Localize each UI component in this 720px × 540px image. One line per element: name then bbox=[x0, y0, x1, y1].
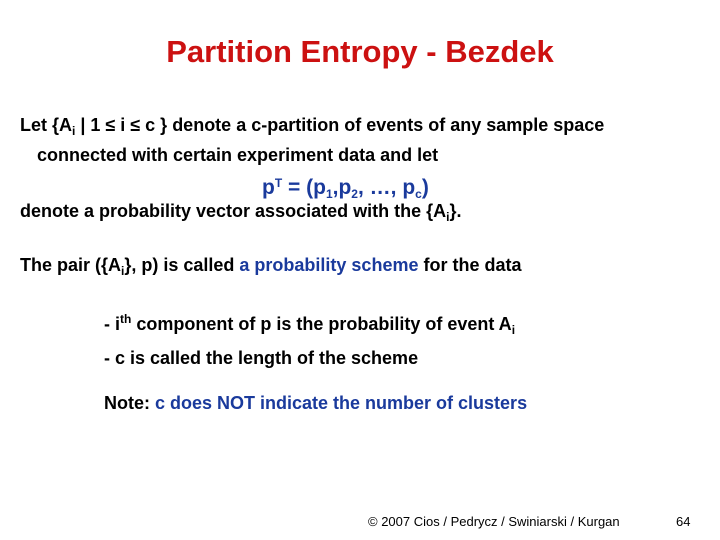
slide-title: Partition Entropy - Bezdek bbox=[166, 34, 554, 69]
bullet-item-length: - c is called the length of the scheme bbox=[104, 348, 419, 368]
paragraph-probability-scheme: The pair ($\{A_i\}$, p) is called a probability scheme for the data bbox=[20, 255, 522, 278]
paragraph-line-1: Let {$A_i$ | 1 ≤ i ≤ c } denote a c-partition of events of any sample space bbox=[20, 115, 605, 138]
probability-scheme-highlight: a probability scheme bbox=[239, 255, 419, 275]
bullet-list bbox=[104, 305, 515, 372]
note-label: Note: bbox=[104, 393, 155, 413]
footer-credit: © 2007 Cios / Pedrycz / Swiniarski / Kurgan bbox=[368, 514, 620, 529]
page-number: 64 bbox=[676, 514, 691, 529]
note-text: c does NOT indicate the number of clusters bbox=[155, 393, 528, 413]
bullet-item-ith-component: - $i^{th}$ component of p is the probability of event $A_i$ bbox=[104, 312, 516, 337]
paragraph-partition-definition bbox=[20, 113, 604, 167]
probability-vector-formula: $p^T = (p_1,p_2$, …, $p_c$) bbox=[262, 176, 429, 201]
paragraph-probability-vector: denote a probability vector associated with the $\{A_i\}$. bbox=[20, 201, 462, 224]
paragraph-line-2: connected with certain experiment data and let bbox=[37, 145, 439, 165]
note bbox=[104, 391, 527, 415]
